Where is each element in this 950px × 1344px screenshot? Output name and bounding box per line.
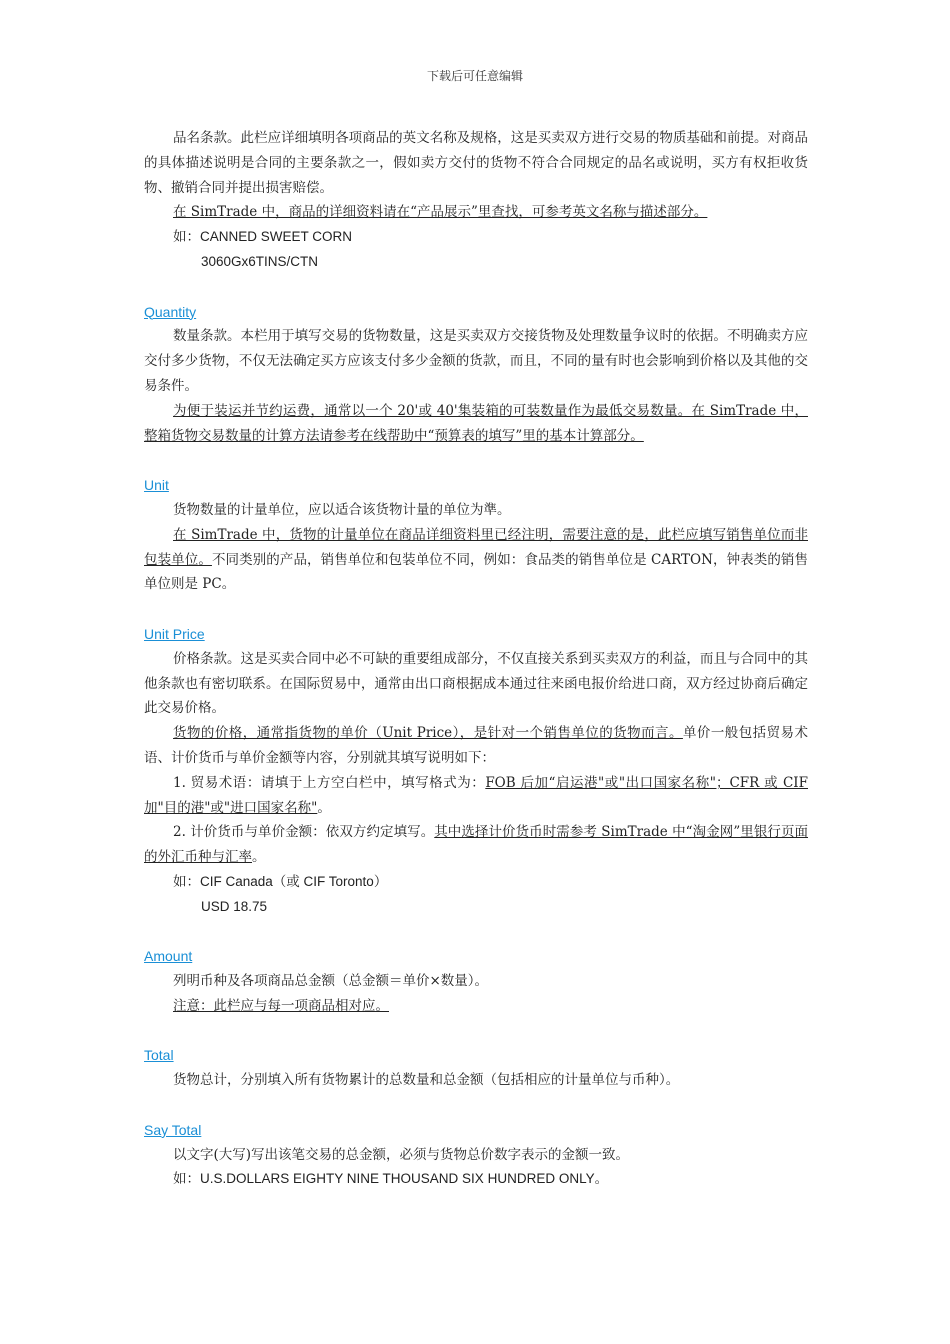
say-total-example-prefix: 如： xyxy=(173,1171,200,1188)
heading-say-total[interactable]: Say Total xyxy=(144,1121,202,1138)
unit-price-item-1 xyxy=(144,771,808,821)
quantity-paragraph-1: 数量条款。本栏用于填写交易的货物数量，这是买卖双方交接货物及处理数量争议时的依据。不明确卖方应交付多少货物，不仅无法确定买方应该支付多少金额的货款，而且，不同的量有时也会影响到价格以及其他的交易条件。 xyxy=(144,328,808,394)
heading-quantity[interactable]: Quantity xyxy=(144,303,197,320)
name-example-line-1 xyxy=(144,225,808,250)
unit-paragraph-1: 货物数量的计量单位，应以适合该货物计量的单位为準。 xyxy=(173,501,511,518)
document-body xyxy=(144,126,808,1192)
unit-price-item-2-suffix: 。 xyxy=(252,849,266,866)
say-total-example-line-1 xyxy=(144,1167,808,1192)
say-total-paragraph-1: 以文字(大写)写出该笔交易的总金额，必须与货物总价数字表示的金额一致。 xyxy=(173,1146,630,1163)
unit-note-rest: 不同类别的产品，销售单位和包装单位不同，例如：食品类的销售单位是 CARTON，钟表类的销售单位则是 PC。 xyxy=(144,551,809,593)
name-paragraph-2 xyxy=(144,200,808,225)
amount-paragraph-1: 列明币种及各项商品总金额（总金额＝单价×数量）。 xyxy=(173,973,489,990)
name-example-line-2: 3060Gx6TINS/CTN xyxy=(201,253,319,269)
unit-price-item-2-underlined: 其中选择计价货币时需参考 SimTrade 中“淘金网”里银行页面的外汇币种与汇率 xyxy=(144,824,809,866)
unit-price-paragraph-1: 价格条款。这是买卖合同中必不可缺的重要组成部分，不仅直接关系到买卖双方的利益，而且与合同中的其他条款也有密切联系。在国际贸易中，通常由出口商根据成本通过往来函电报价给进口商，双方经过协商后确定此交易价格。 xyxy=(144,650,808,717)
name-paragraph-1: 品名条款。此栏应详细填明各项商品的英文名称及规格，这是买卖双方进行交易的物质基础和前提。对商品的具体描述说明是合同的主要条款之一，假如卖方交付的货物不符合合同规定的品名或说明，买方有权拒收货物、撤销合同并提出损害赔偿。 xyxy=(144,130,808,196)
amount-note-underlined: 注意：此栏应与每一项商品相对应。 xyxy=(173,997,389,1014)
name-example-prefix: 如： xyxy=(173,229,200,246)
total-paragraph-1: 货物总计，分别填入所有货物累计的总数量和总金额（包括相应的计量单位与币种）。 xyxy=(173,1072,680,1089)
unit-price-item-1-suffix: 。 xyxy=(317,799,331,816)
say-total-example-value-1: U.S.DOLLARS EIGHTY NINE THOUSAND SIX HUNDRED ONLY。 xyxy=(200,1171,609,1187)
heading-unit-price[interactable]: Unit Price xyxy=(144,625,205,642)
name-example-value-1: CANNED SWEET CORN xyxy=(200,229,353,245)
unit-price-example-value-1: CIF Canada（或 CIF Toronto） xyxy=(200,873,388,889)
unit-price-item-1-underlined: FOB 后加“启运港"或"出口国家名称"；CFR 或 CIF 加"目的港"或"进口国家名称" xyxy=(144,774,809,816)
amount-paragraph-2 xyxy=(144,994,808,1019)
heading-amount[interactable]: Amount xyxy=(144,948,193,965)
name-note-underlined: 在 SimTrade 中，商品的详细资料请在“产品展示”里查找，可参考英文名称与描述部分。 xyxy=(173,204,708,221)
unit-price-example-line-1 xyxy=(144,870,808,895)
unit-price-example-prefix: 如： xyxy=(173,873,200,890)
heading-unit[interactable]: Unit xyxy=(144,477,169,494)
unit-price-item-2-prefix: 2. 计价货币与单价金额：依双方约定填写。 xyxy=(173,824,435,841)
unit-paragraph-2 xyxy=(144,523,808,597)
heading-total[interactable]: Total xyxy=(144,1047,174,1064)
unit-price-paragraph-2 xyxy=(144,721,808,771)
unit-price-item-1-prefix: 1. 贸易术语：请填于上方空白栏中，填写格式为： xyxy=(173,774,486,791)
page-header: 下载后可任意编辑 xyxy=(426,69,523,83)
unit-price-example-line-2: USD 18.75 xyxy=(201,898,268,914)
unit-price-note-rest: 单价一般包括贸易术语、计价货币与单价金额等内容，分别就其填写说明如下： xyxy=(144,725,809,766)
unit-price-note-underlined: 货物的价格，通常指货物的单价（Unit Price），是针对一个销售单位的货物而言。 xyxy=(173,725,683,742)
unit-note-underlined: 在 SimTrade 中，货物的计量单位在商品详细资料里已经注明，需要注意的是，此栏应填写销售单位而非包装单位。 xyxy=(144,526,808,568)
quantity-note-underlined: 为便于装运并节约运费，通常以一个 20'或 40'集装箱的可装数量作为最低交易数量。在 SimTrade 中，整箱货物交易数量的计算方法请参考在线帮助中“预算表的填写”里的基本计算部分。 xyxy=(144,402,808,444)
quantity-paragraph-2 xyxy=(144,399,808,449)
unit-price-item-2 xyxy=(144,820,808,870)
